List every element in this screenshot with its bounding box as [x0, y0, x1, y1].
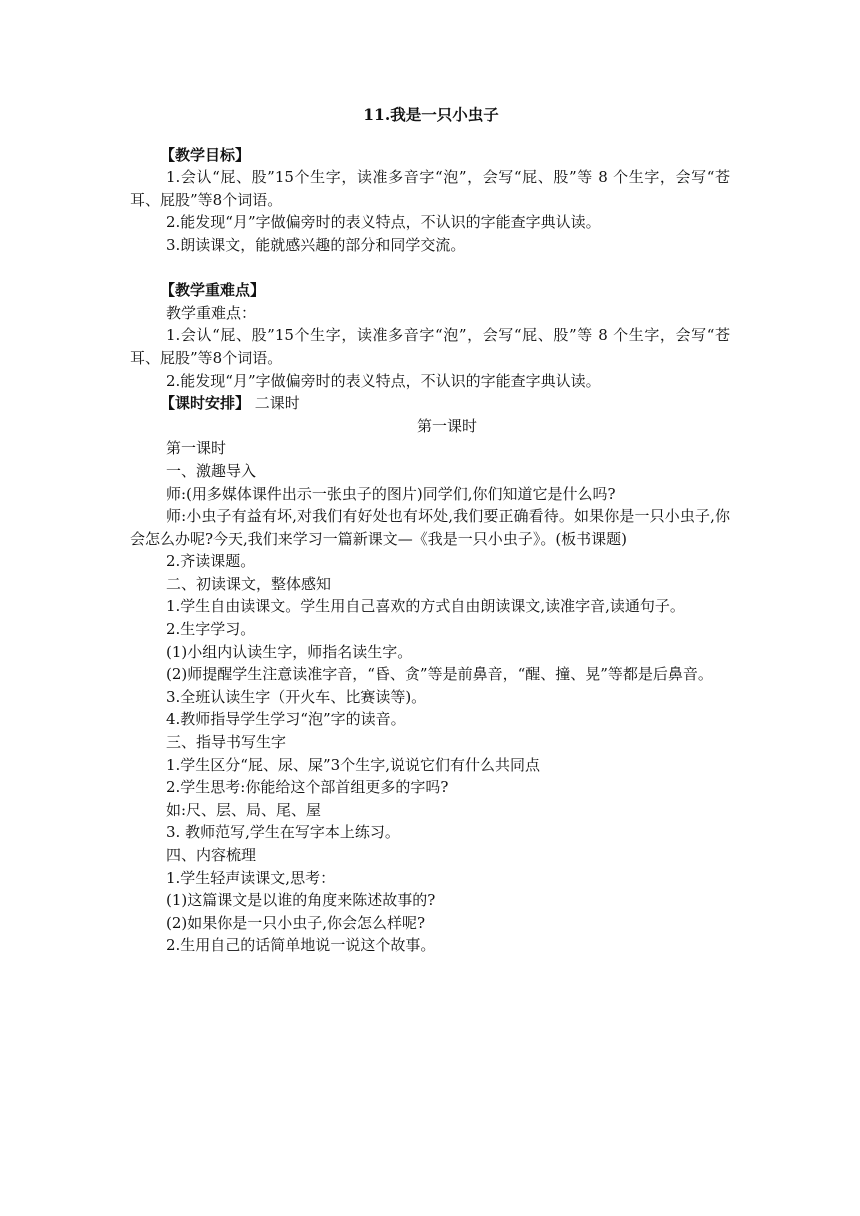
- lesson-line: 3.全班认读生字（开火车、比赛读等)。: [166, 687, 427, 706]
- schedule-value: 二课时: [250, 394, 300, 413]
- lesson-line: 师:(用多媒体课件出示一张虫子的图片)同学们,你们知道它是什么吗?: [166, 484, 616, 503]
- lesson-line: (1)小组内认读生字，师指名读生字。: [166, 642, 413, 661]
- key-point-item-1: 1.会认“屁、股”15个生字，读准多音字“泡”，会写“屁、股”等 8 个生字，会写“苍耳、屁股”等8个词语。: [130, 326, 730, 367]
- key-points-intro: 教学重难点：: [166, 303, 257, 322]
- lesson-line: 2.学生思考:你能给这个部首组更多的字吗?: [166, 778, 449, 797]
- document-page: [130, 104, 730, 957]
- lesson-line: 第一课时: [166, 439, 227, 458]
- schedule-heading: 【课时安排】: [160, 394, 251, 413]
- document-title: 11.我是一只小虫子: [363, 105, 499, 124]
- lesson-line: 2.生用自己的话简单地说一说这个故事。: [166, 936, 436, 955]
- section-heading-intro: 一、激趣导入: [166, 461, 257, 480]
- lesson-line: 3. 教师范写,学生在写字本上练习。: [166, 823, 400, 842]
- section-heading-reading: 二、初读课文，整体感知: [166, 574, 332, 593]
- lesson-line: 2.齐读课题。: [166, 552, 256, 571]
- lesson-line: (1)这篇课文是以谁的角度来陈述故事的?: [166, 891, 436, 910]
- lesson-line: (2)师提醒学生注意读准字音，“昏、贪”等是前鼻音，“醒、撞、晃”等都是后鼻音。: [166, 665, 713, 684]
- lesson-line: 如:尺、层、局、尾、屋: [166, 800, 322, 819]
- lesson-center-title: 第一课时: [416, 416, 477, 435]
- lesson-line: 师:小虫子有益有坏,对我们有好处也有坏处,我们要正确看待。如果你是一只小虫子,你会怎么办呢?今天,我们来学习一篇新课文—《我是一只小虫子》。(板书课题): [130, 507, 730, 548]
- key-point-item-2: 2.能发现“月”字做偏旁时的表义特点，不认识的字能查字典认读。: [166, 371, 601, 390]
- schedule-line: [130, 392, 730, 415]
- section-heading-content: 四、内容梳理: [166, 846, 257, 864]
- lesson-line: (2)如果你是一只小虫子,你会怎么样呢?: [166, 913, 426, 932]
- lesson-line: 2.生字学习。: [166, 620, 256, 639]
- lesson-line: 1.学生区分“屁、尿、屎”3个生字,说说它们有什么共同点: [166, 755, 540, 774]
- lesson-line: 1.学生自由读课文。学生用自己喜欢的方式自由朗读课文,读准字音,读通句子。: [166, 597, 685, 616]
- spacer: [130, 257, 730, 280]
- goal-item-1: 1.会认“屁、股”15个生字，读准多音字“泡”，会写“屁、股”等 8 个生字，会写“苍耳、屁股”等8个词语。: [130, 168, 730, 209]
- lesson-line: 4.教师指导学生学习“泡”字的读音。: [166, 710, 406, 729]
- goals-heading: 【教学目标】: [160, 145, 251, 164]
- section-heading-writing: 三、指导书写生字: [166, 733, 287, 752]
- key-points-heading: 【教学重难点】: [160, 281, 266, 300]
- lesson-line: 1.学生轻声读课文,思考：: [166, 868, 336, 887]
- goal-item-2: 2.能发现“月”字做偏旁时的表义特点，不认识的字能查字典认读。: [166, 213, 601, 232]
- goal-item-3: 3.朗读课文，能就感兴趣的部分和同学交流。: [166, 235, 466, 254]
